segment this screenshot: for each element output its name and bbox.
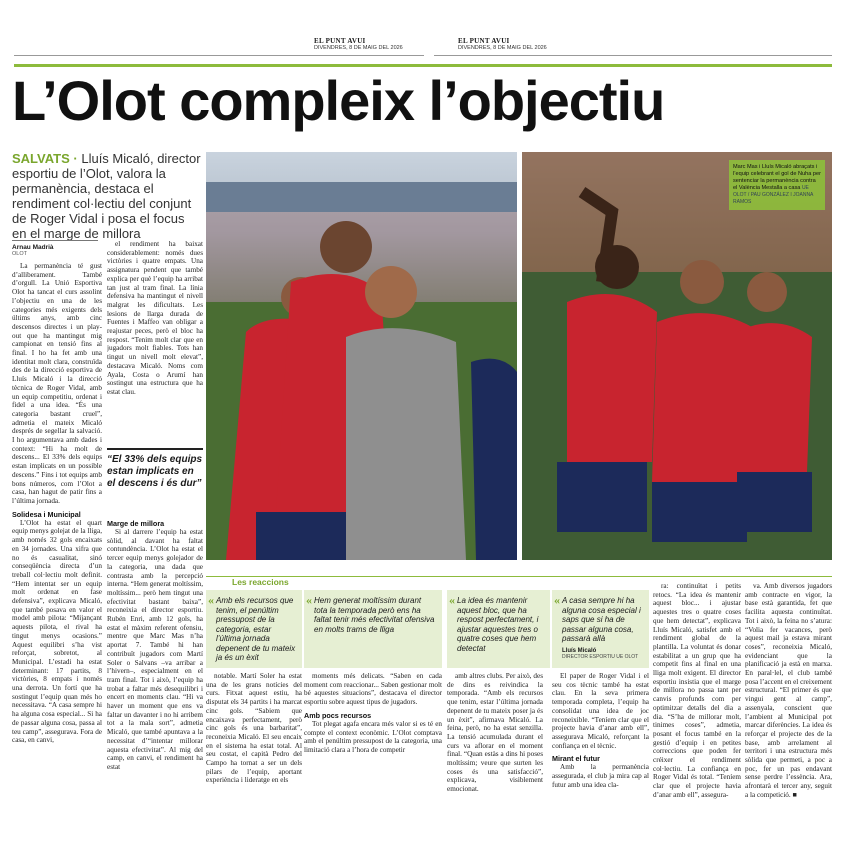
article-column-4 <box>304 672 442 807</box>
paragraph: L’Olot ha estat el quart equip menys golejat de la lliga, amb només 32 gols encaixats en 34 jornades. Una xifra que no és casualitat, sinó conseqüència directa d’un treball col·lectiu molt definit. “Hem intentat ser un equip molt ordenat en fase defensiva”, explicava Micaló, que també posava en valor el model amb pilota: “Mijançant aquests pilota, el rival ha tingut menys ocasions.” Aquest equilibri s’ha vist reforçat, sobretot, al Municipal. L’estadi ha estat determinant: 17 partits, 8 victòries, 8 empats i només una derrota. Un fortí que ha sostingut l’equip quan més ho necessitava. “A casa sempre hi ha alguna cosa especial... Si ha de passar alguna cosa, passa al teu camp”, assegurava. Fora de casa, en canvi, <box>12 518 102 745</box>
lede-text: Lluís Micaló, director esportiu de l’Olot, valora la permanència, destaca el rendiment col·lectiu del conjunt de Roger Vidal i posa el focus en el marge de millora <box>12 151 201 241</box>
article-column-2a <box>107 240 203 440</box>
pull-quote: “El 33% dels equips estan implicats en el descens i és dur” <box>107 448 203 490</box>
photo-credit: UE OLOT / PAU GONZÁLEZ I JOANNA RAMOS <box>733 185 814 205</box>
quote-author: Lluís Micaló <box>562 647 597 654</box>
folio-left <box>14 34 424 56</box>
photo-caption <box>729 160 825 210</box>
issue-date: DIVENDRES, 8 DE MAIG DEL 2026 <box>314 45 403 51</box>
article-column-6 <box>552 672 649 807</box>
paragraph: notable. Martí Soler ha estat una de les grans notícies del curs. Fitxat aquest estiu, ha disputat els 34 partits i ha marcat cinc gols. “Sabiem que encaixava perfectament, però cinc gols és una barbaritat”, reconeixia Micaló. El seu encaix en el sistema ha estat total. Al seu costat, el capità Pedro del Campo ha tornat a ser un dels pilars de l’equip, aportant experiència i lideratge en els <box>206 672 302 785</box>
quote-mark-icon: « <box>554 593 560 607</box>
photo-celebration-illustration <box>522 152 832 560</box>
author-name: Arnau Madrià <box>12 244 54 251</box>
paragraph: ra: continuïtat i petits retocs. “La idea és mantenir aquest bloc... i ajustar aquestes tres o quatre coses que hem detectat”, explicava Lluís Micaló, satisfet amb el rendiment global de la plantilla. La voluntat és donar estabilitat a un grup que ha competit fins al final en una lliga molt exigent. El director esportiu insistia que el marge de millora no passa tant per canvis profunds com per optimitzar detalls del dia a dia. “S’ha de millorar molt, tinimes coses”, admetia, posant el focus també en la gestió d’equip i en petites correccions que poden fer créixer el rendiment col·lectiu. La confiança en Roger Vidal és total. “Teníem clar que el projecte havia d’anar amb ell”, assegura- <box>653 582 741 799</box>
photo-hug <box>206 152 517 560</box>
paragraph: La permanència té gust d’alliberament. També d’orgull. La Unió Esportiva Olot ha tancat el curs assolint l’objectiu en una de les categories més exigents dels últims anys, amb cinc descensos directes i un play-out que ha mantingut mig campionat en tensió fins al final. I ho ha fet amb una identitat molt clara, construïda des de la direcció esportiva de Lluís Micaló i la direcció tècnica de Roger Vidal, amb un equip competitiu, ordenat i fidel a una idea. “És una categoria bastant cruel”, admetia el mateix Micaló després de segellar la salvació. I ho argumentava amb dades i context: “Hi ha molt de descens... El 33% dels equips estan implicats en un possible descens.” Fins i tot equips amb bons números, com l’Olot a casa, han hagut de patir fins a l’última jornada. <box>12 262 102 505</box>
byline <box>12 240 98 257</box>
subheading: Amb pocs recursos <box>304 710 372 720</box>
subheading: Solidesa i Municipal <box>12 509 81 519</box>
quote-author-role: DIRECTOR ESPORTIU UE OLOT <box>562 653 639 660</box>
article-column-2b <box>107 515 203 805</box>
paragraph: amb altres clubs. Per això, des de dins es reivindica la temporada. “Amb els recursos que tenim, estar l’última jornada depenent de tu mateix poser ja és un èxit”, afirmava Micaló. La feina, però, no ha estat senzilla. La tensió acumulada durant el curs va aflorar en el moment final. “Quan estàs a dins hi poses moltíssim; veure que surten les coses és una satisfacció”, explicava, visiblement emocionat. <box>447 672 543 794</box>
paragraph: el rendiment ha baixat considerablement: només dues victòries i quatre empats. Una assignatura pendent que també explica per què l’equip ha arribat tan just al tram final. La línia defensiva ha mantingut el nivell malgrat les dificultats. Les lesions de llarga durada de Fuentes i Maffeo van obligar a reajustar peces, però el bloc ha respost. “Tenim molt clar que en jugadors molt fiables. Tots han tingut un nivell molt elevat”, destacava Micaló. Noms com Ayala, Costa o Arumí han sostingut una estructura que ha estat clau. <box>107 240 203 396</box>
article-column-5 <box>447 672 543 807</box>
photo-celebration <box>522 152 832 560</box>
article-column-7 <box>653 582 741 807</box>
paragraph: moments més delicats. “Saben en cada moment com reaccionar... Saben gestionar molt bé aquestes situacions”, destacava el director esportiu sobre aquest tipus de jugadors. <box>304 672 442 707</box>
paragraph: El paper de Roger Vidal i el seu cos tècnic també ha estat clau. En la seva primera temporada completa, l’equip ha consolidat una idea de joc reconeixible. “Teníem clar que el projecte havia d’anar amb ell”, assegurava Micaló, reforçant la confiança en el tècnic. <box>552 672 649 750</box>
reaction-quote-3 <box>447 590 550 668</box>
quote-text: La idea és mantenir aquest bloc, que ha respost perfectament, i ajustar aquestes tres o quatre coses que hem detectat <box>457 596 539 653</box>
newspaper-name: EL PUNT AVUI <box>458 37 510 45</box>
lede: SALVATS · Lluís Micaló, director esportiu de l’Olot, valora la permanència, destaca el rendiment col·lectiu del conjunt de Roger Vidal i posa el focus en el marge de millora <box>12 151 201 241</box>
lede-tag: SALVATS <box>12 151 70 166</box>
paragraph: Si al darrere l’equip ha estat sòlid, al davant ha faltat contundència. L’Olot ha estat el tercer equip menys golejador de la categoria, una dada que contrasta amb la percepció interna. “Hem generat moltíssim, moltíssim... però hem tingut una efectivitat bastant baixa”, reconeixia el director esportiu. Rubén Enri, amb 12 gols, ha estat el màxim referent ofensiu, mentre que Marc Mas n’ha aportat 7. També hi han contribuït jugadors com Martí Soler o Salvans –va arribar a l’hivern–, especialment en el tram final. Tot i això, l’equip ha trobat a faltar més desequilibri i encert en moments clau. “Hi va haver un moment que ens va faltar un davanter i no hi arribem tot a la mala sort”, admetia Micaló, que també apuntava a la necessitat d’“intentar millorar aquesta efectivitat”. Al mig del camp, en canvi, el rendiment ha estat <box>107 528 203 771</box>
paragraph: Tot plegat agafa encara més valor si es té en compte el context econòmic. L’Olot comptava amb el penúltim pressupost de la categoria, una limitació clara a l’hora de competir <box>304 719 442 754</box>
quote-text: Hem generat moltíssim durant tota la temporada però ens ha faltat tenir més efectivitat ofensiva en molts trams de lliga <box>314 596 435 634</box>
quote-text: Amb els recursos que tenim, el penúltim pressupost de la categoria, estar l’última jornada depenent de tu mateix ja és un èxit <box>216 596 296 662</box>
quote-mark-icon: « <box>449 593 455 607</box>
subheading: Mirant el futur <box>552 754 600 764</box>
issue-date: DIVENDRES, 8 DE MAIG DEL 2026 <box>458 45 547 51</box>
subheading: Marge de millora <box>107 519 165 528</box>
quote-mark-icon: « <box>208 593 214 607</box>
headline: L’Olot compleix l’objectiu <box>12 69 665 132</box>
paragraph: va. Amb diversos jugadors amb contracte en vigor, la base està garantida, fet que facilita aquesta continuïtat. Tot i això, la feina no s’atura: “Volia fer vacances, però aquest mail ja estava mirant coses”, reconeixia Micaló, evidenciant que la planificació ja està en marxa. En paral·lel, el club també posa l’accent en el creixement estructural. “El primer és que vingui gent al camp”, assenyala, conscient que l’ambient al Municipal pot marcar diferències. La idea és reforçar el projecte des de la base, amb arrelament al territori i una estructura més sòlida que permeti, a poc a poc, fer un pas endavant sense perdre l’essència. Ara, afrontarà el tercer any, seguit a la competició. ■ <box>745 582 832 799</box>
article-column-3 <box>206 672 302 807</box>
newspaper-name: EL PUNT AVUI <box>314 37 366 45</box>
author-place: OLOT <box>12 251 27 257</box>
reactions-title: Les reaccions <box>232 577 289 587</box>
reaction-quote-2 <box>304 590 442 668</box>
quote-mark-icon: « <box>306 593 312 607</box>
paragraph: Amb la permanència assegurada, el club ja mira cap al futur amb una idea cla- <box>552 763 649 789</box>
article-column-8 <box>745 582 832 807</box>
accent-rule <box>14 64 832 67</box>
photo-hug-illustration <box>206 152 517 560</box>
reaction-quote-4 <box>552 590 649 668</box>
reaction-quote-1 <box>206 590 302 668</box>
quote-text: A casa sempre hi ha alguna cosa especial i saps que si ha de passar alguna cosa, passarà allà <box>562 596 641 643</box>
folio-right <box>434 34 832 56</box>
caption-text: Marc Mas i Lluís Micaló abraçats i l’equip celebrant el gol de Nuha per sentenciar la permanència contra el València Mestalla a casa <box>733 164 822 191</box>
article-column-1 <box>12 262 102 802</box>
